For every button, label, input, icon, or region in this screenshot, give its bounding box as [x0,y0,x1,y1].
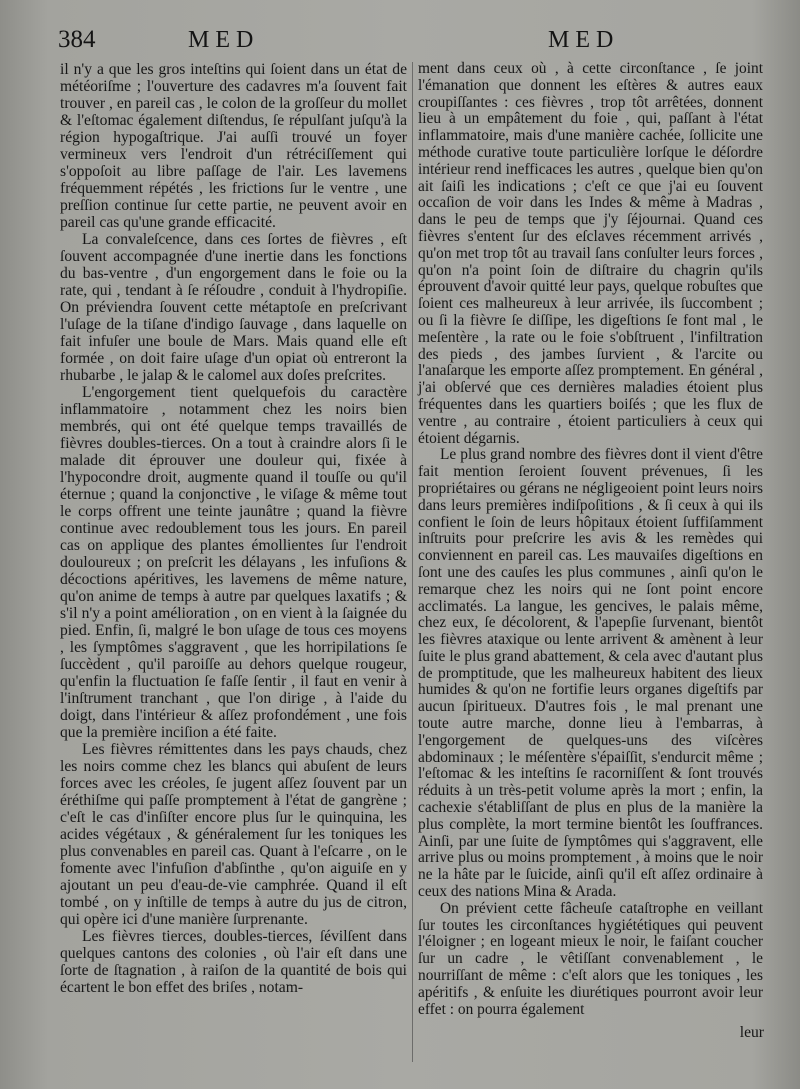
paragraph: L'engorgement tient quelquefois du caractère inflammatoire , notamment chez les noirs bien membrés, qui ont été quelque temps travaillés de fièvres doubles-tierces. On a tout à craindre alors ſi le malade dit éprouver une douleur qui, fixée à l'hypocondre droit, augmente quand il touſſe ou qu'il éternue ; quand la conjonctive , le viſage & même tout le corps offrent une teinte jaunâtre ; quand la fièvre continue avec redoublement tous les jours. En pareil cas on applique des plantes émollientes ſur l'endroit douloureux ; on preſcrit les délayans , les infuſions & décoctions apéritives, les lavemens de même nature, qu'on anime de temps à autre par quelques laxatifs ; & s'il n'y a point amélioration , on en vient à la ſaignée du pied. Enfin, ſi, malgré le bon uſage de tous ces moyens , les ſymptômes s'aggravent , que les horripilations ſe ſuccèdent , qu'il paroiſſe au dehors quelque rougeur, qu'enfin la fluctuation ſe faſſe ſentir , il faut en venir à l'inſtrument tranchant , que l'on dirige , à l'aide du doigt, dans l'intérieur & aſſez profondément , une fois que la première inciſion a été faite. [60,384,407,741]
page-number: 384 [58,26,96,53]
paragraph: ment dans ceux où , à cette circonſtance , ſe joint l'émanation que donnent les eſtères & autres eaux croupiſſantes : ces fièvres , trop tôt arrêtées, donnent lieu à un empâtement du foie , qui, paſſant à l'état inflammatoire, mais d'une manière cachée, ſollicite une méthode curative toute particulière lorſque le déſordre intérieur rend inefficaces les autres , quelque bien qu'on ait ſaiſi les indications ; c'eſt ce que j'ai eu ſouvent occaſion de voir dans les Indes & même à Madras , dans le peu de temps que j'y ſéjournai. Quand ces fièvres s'entent ſur des eſclaves récemment arrivés , qu'on met trop tôt au travail ſans conſulter leurs forces , qu'on n'a point ſoin de diſtraire du chagrin qu'ils éprouvent d'avoir quitté leur pays, quelque robuſtes que ſoient ces malheureux à leur arrivée, ils ſuccombent ; ou ſi la fièvre ſe diſſipe, les digeſtions ſe font mal , le meſentère , la rate ou le foie s'obſtruent , l'infiltration des pieds , des jambes ſurvient , & l'arcite ou l'anaſarque les emporte aſſez promptement. En général , j'ai obſervé que ces dernières maladies étoient plus fréquentes dans les quartiers boiſés ; que les flux de ventre , au contraire , étoient particuliers à ceux qui étoient dégarnis. [418,60,763,447]
paragraph: On prévient cette fâcheuſe cataſtrophe en veillant ſur toutes les circonſtances hygiététiques qui peuvent l'éloigner ; en logeant mieux le noir, le faiſant coucher ſur un cadre , le vêtiſſant convenablement , le nourriſſant de même : c'eſt alors que les toniques , les apéritifs , & enſuite les diurétiques pourront avoir leur effet : on pourra également [418,899,763,1018]
paragraph: Le plus grand nombre des fièvres dont il vient d'être fait mention ſeroient ſouvent prévenues, ſi les propriétaires ou gérans ne négligeoient point leurs noirs dans leurs premières indiſpoſitions , & ſi ceux à qui ils confient le ſoin de leurs hôpitaux étoient ſuffiſamment inſtruits pour preſcrire les avis & les remèdes qui conviennent en pareil cas. Les mauvaiſes digeſtions en ſont une des cauſes les plus communes , ainſi qu'on le remarque chez les noirs qui ne ſont point encore acclimatés. La langue, les gencives, le palais même, chez eux, ſe décolorent, & l'apepſie ſurvenant, bientôt les fièvres ataxique ou lente arrivent & amènent à leur ſuite le plus grand abattement, & cela avec d'autant plus de promptitude, que les malheureux habitent des lieux humides & qu'on ne fortifie leurs organes digeſtifs par aucun ſpiritueux. D'autres fois , le mal prenant une toute autre marche, donne lieu à l'embarras, à l'engorgement de quelques-uns des viſcères abdominaux ; le méſentère s'épaiſſit, s'endurcit même ; l'eſtomac & les inteſtins ſe racorniſſent & ſont trouvés réduits à un très-petit volume après la mort ; enfin, la cachexie s'établiſſant de plus en plus de la manière la plus complète, la mort termine bientôt les ſouffrances. Ainſi, par une ſuite de ſymptômes qui s'aggravent, elle arrive plus ou moins promptement , à moins que le noir ne la hâte par le ſuicide, ainſi qu'il eſt aſſez ordinaire à ceux des nations Mina & Arada. [418,446,763,901]
paragraph: il n'y a que les gros inteſtins qui ſoient dans un état de météoriſme ; l'ouverture des cadavres m'a ſouvent fait trouver , en pareil cas , le colon de la groſſeur du mollet & l'eſtomac également diſtendus, ſe répulſant juſqu'à la région hypogaſtrique. J'ai auſſi trouvé un foyer vermineux vers l'endroit d'un rétréciſſement qui s'oppoſoit au libre paſſage de l'air. Les lavemens fréquemment répétés , les frictions ſur le ventre , une preſſion continue ſur cette partie, ne peuvent avoir en pareil cas qu'une grande efficacité. [60,61,407,231]
catchword: leur [739,1024,764,1041]
paragraph: Les fièvres rémittentes dans les pays chauds, chez les noirs comme chez les blancs qui abuſent de leurs forces avec les créoles, ſe jugent aſſez ſouvent par un éréthiſme qui paſſe promptement à l'état de gangrène ; c'eſt le cas d'inſiſter encore plus ſur le quinquina, les acides végétaux , & généralement ſur les toniques les plus convenables en pareil cas. Quant à l'eſcarre , on le fomente avec l'infuſion d'abſinthe , qu'on aiguiſe en y ajoutant un peu d'eau-de-vie camphrée. Quand il eſt tombé , on y inſtille de temps à autre du jus de citron, qui opère ici d'une manière ſurprenante. [60,741,407,928]
running-head-right: MED [548,27,620,53]
running-head-left: MED [188,27,260,53]
paragraph: La convaleſcence, dans ces ſortes de fièvres , eſt ſouvent accompagnée d'une inertie dans les fonctions du bas-ventre , d'un engorgement dans le foie ou la rate, qui , tendant à ſe réſoudre , conduit à l'hydropiſie. On préviendra ſouvent cette métaptoſe en preſcrivant l'uſage de la tiſane d'indigo ſauvage , dans laquelle on fait infuſer une boule de Mars. Mais quand elle eſt formée , on doit faire uſage d'un opiat où entreront la rhubarbe , le jalap & le calomel aux doſes preſcrites. [60,231,407,384]
left-text-column [60,61,407,996]
paragraph: Les fièvres tierces, doubles-tierces, ſévilſent dans quelques cantons des colonies , où l'air eſt dans une ſorte de ſtagnation , à raiſon de la quantité de bois qui écartent le bon effet des briſes , notam- [60,928,407,996]
right-text-column [418,61,763,1018]
column-divider [412,62,413,1062]
